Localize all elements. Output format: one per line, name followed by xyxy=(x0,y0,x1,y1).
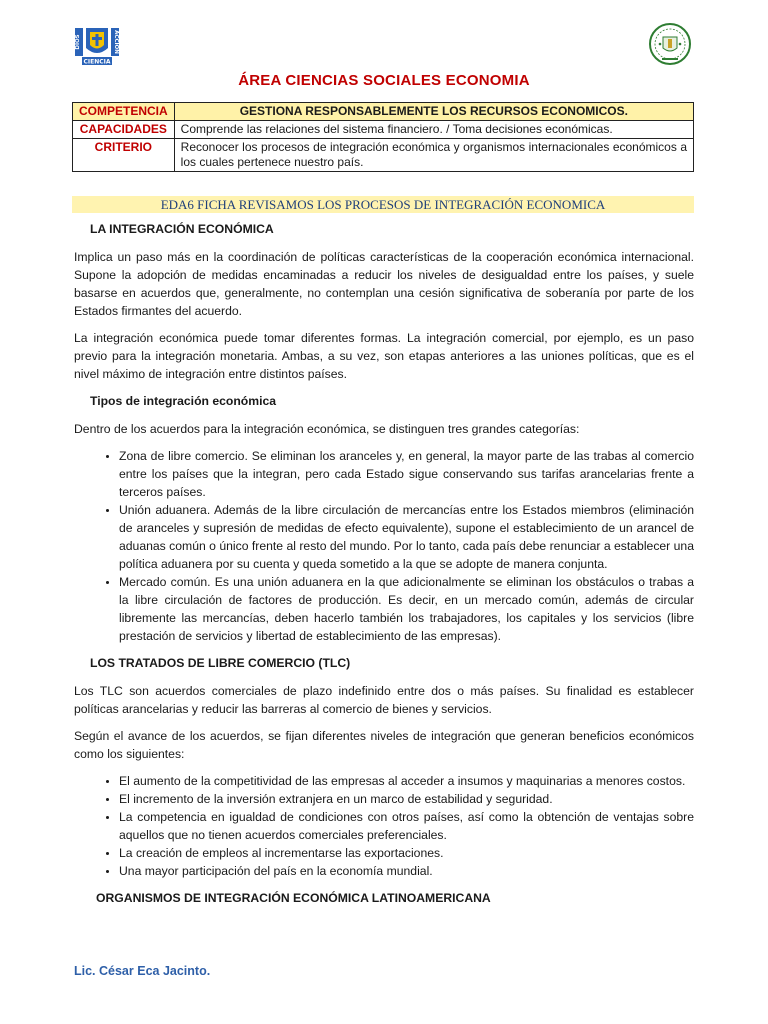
table-row xyxy=(73,139,694,172)
table-key: COMPETENCIA xyxy=(73,103,175,121)
list-item: • La competencia en igualdad de condiciones con otros países, así como la obtención de ventajas sobre aquellos que no tienen acuerdos comerciales preferenciales. xyxy=(119,808,694,844)
paragraph: Según el avance de los acuerdos, se fijan diferentes niveles de integración que generan beneficios económicos como los siguientes: xyxy=(74,729,694,761)
svg-text:CIENCIA: CIENCIA xyxy=(83,58,111,66)
list-item: • Zona de libre comercio. Se eliminan los aranceles y, en general, la mayor parte de las trabas al comercio entre los países que la integran, pero cada Estado sigue conservando sus tarifas arancelarias frente a terceros países. xyxy=(119,447,694,501)
institution-seal-logo xyxy=(648,22,692,66)
table-key: CRITERIO xyxy=(73,139,175,172)
author-signature: Lic. César Eca Jacinto. xyxy=(74,964,211,978)
document-body xyxy=(74,220,694,917)
section-heading: LA INTEGRACIÓN ECONÓMICA xyxy=(90,222,274,236)
bullet-list xyxy=(74,772,694,880)
school-shield-logo xyxy=(74,26,120,66)
svg-text:ACCIÓN: ACCIÓN xyxy=(113,30,119,54)
section-heading: LOS TRATADOS DE LIBRE COMERCIO (TLC) xyxy=(90,656,351,670)
svg-text:DIOS: DIOS xyxy=(75,34,81,50)
paragraph: Dentro de los acuerdos para la integración económica, se distinguen tres grandes categorías: xyxy=(74,422,580,436)
paragraph: Los TLC son acuerdos comerciales de plazo indefinido entre dos o más países. Su finalidad es establecer políticas arancelarias y reducir las barreras al comercio de bienes y servicios. xyxy=(74,684,694,716)
section-heading: Tipos de integración económica xyxy=(90,394,277,408)
list-item: • Mercado común. Es una unión aduanera en la que adicionalmente se eliminan los obstáculos o trabas a la libre circulación de factores de producción. Es decir, en un mercado común, además de circular libremente las mercancías, deben hacerlo también los trabajadores, los capitales y los servicios (libre prestación de servicios y libertad de establecimiento de las empresas). xyxy=(119,573,694,645)
table-value: Reconocer los procesos de integración económica y organismos internacionales económicos a los cuales pertenece nuestro país. xyxy=(174,139,693,172)
list-item: • El incremento de la inversión extranjera en un marco de estabilidad y seguridad. xyxy=(119,790,694,808)
table-key: CAPACIDADES xyxy=(73,121,175,139)
table-value: Comprende las relaciones del sistema financiero. / Toma decisiones económicas. xyxy=(174,121,693,139)
competency-table xyxy=(72,102,694,172)
section-heading: ORGANISMOS DE INTEGRACIÓN ECONÓMICA LATINOAMERICANA xyxy=(96,891,491,905)
paragraph: La integración económica puede tomar diferentes formas. La integración comercial, por ejemplo, es un paso previo para la integración monetaria. Ambas, a su vez, son etapas anteriores a las uniones políticas, que es el nivel máximo de integración entre distintos países. xyxy=(74,331,694,381)
table-value: GESTIONA RESPONSABLEMENTE LOS RECURSOS ECONOMICOS. xyxy=(174,103,693,121)
bullet-list xyxy=(74,447,694,645)
list-item: • Unión aduanera. Además de la libre circulación de mercancías entre los Estados miembros (eliminación de aranceles y supresión de medidas de efecto equivalente), supone el establecimiento de un arancel de aduanas común o único frente al resto del mundo. Por lo tanto, cada país debe renunciar a establecer una política aduanera por su cuenta y queda sometido a la que se adopte de manera conjunta. xyxy=(119,501,694,573)
list-item: • La creación de empleos al incrementarse las exportaciones. xyxy=(119,844,694,862)
eda-banner: EDA6 FICHA REVISAMOS LOS PROCESOS DE INTEGRACIÓN ECONOMICA xyxy=(72,196,694,213)
paragraph: Implica un paso más en la coordinación de políticas características de la cooperación económica internacional. Supone la adopción de medidas encaminadas a reducir los niveles de desigualdad entre los países, y suele basarse en acuerdos que, generalmente, no contemplan una cesión significativa de soberanía por parte de los Estados firmantes del acuerdo. xyxy=(74,250,694,318)
page-title: ÁREA CIENCIAS SOCIALES ECONOMIA xyxy=(238,72,530,89)
table-row xyxy=(73,121,694,139)
table-row xyxy=(73,103,694,121)
list-item: • El aumento de la competitividad de las empresas al acceder a insumos y maquinarias a menores costos. xyxy=(119,772,694,790)
list-item: • Una mayor participación del país en la economía mundial. xyxy=(119,862,694,880)
